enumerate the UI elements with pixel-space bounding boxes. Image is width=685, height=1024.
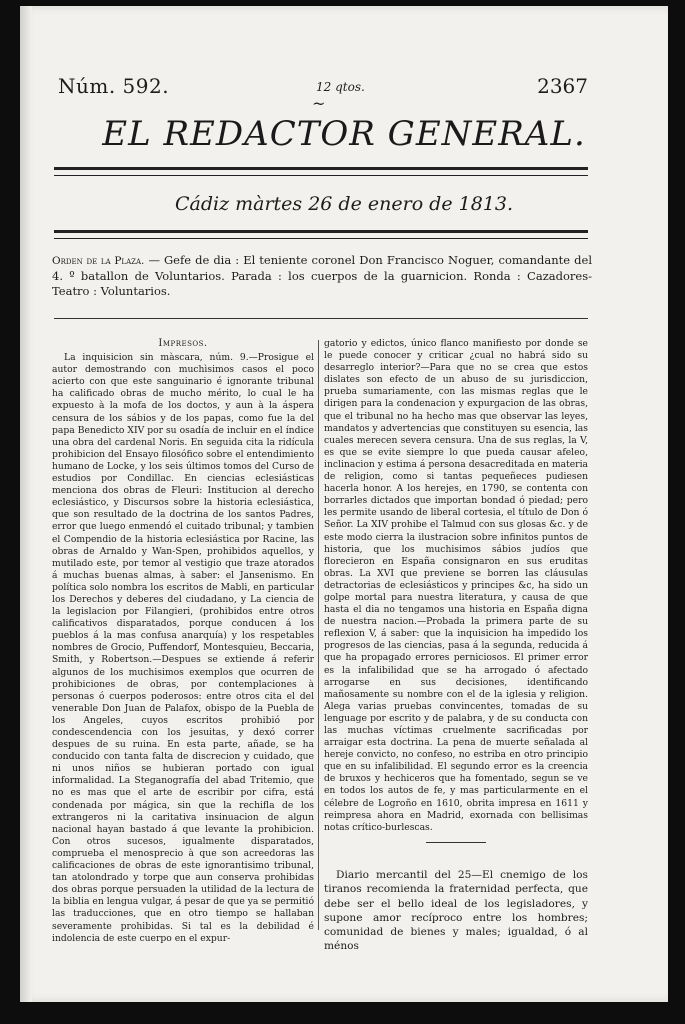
orden-text: — Gefe de dia : El teniente coronel Don Francisco Noguer, comandante del 4. º batallon de Voluntarios. Parada : los cuerpos de la guarnicion. Ronda : Cazadores- Teatro : Voluntarios. [52, 253, 592, 298]
dateline-rule [54, 230, 588, 239]
diario-mercantil-article [324, 868, 588, 954]
left-column [52, 338, 314, 945]
orden-label: Orden de la Plaza. [52, 255, 145, 267]
newspaper-page [20, 6, 668, 1002]
right-column-paragraph: gatorio y edictos, único flanco manifiesto por donde se le puede conocer y criticar ¿cual no habrá sido su desarreglo interior?—Para que no se crea que estos dislates son efecto de un abuso de su jurisdiccion, prueba sumariamente, con las mismas reglas que le dirigen para la condenacion y expurgacion de las obras, que el tribunal no ha hecho mas que observar las leyes, mandatos y advertencias que constituyen su esencia, las cuales merecen severa censura. Una de sus reglas, la V, es que se evite siempre lo que pueda causar afeleo, inclinacion y estima á persona desacreditada en materia de religion, como si tantas pequeñeces pudiesen hacerla honor. A los herejes, en 1790, se contenta con borrarles dictados que importan bondad ó piedad; pero les permite usando de liberal cortesia, el título de Don ó Señor. La XIV prohibe el Talmud con sus glosas &c. y de este modo cierra la ilustracion sobre infinitos puntos de historia, que los muchisimos sábios judíos que florecieron en España consignaron en sus eruditas obras. La XVI que previene se borren las cláusulas detractorias de eclesiásticos y principes &c, ha sido un golpe mortal para nuestra literatura, y causa de que hasta el dia no tengamos una historia en España digna de nuestra nacion.—Probada la primera parte de su reflexion V, á saber: que la inquisicion ha impedido los progresos de las ciencias, pasa á la segunda, reducida á que ha propagado errores perniciosos. El primer error es la infalibilidad que se ha arrogado ó afectado arrogarse en sus decisiones, identificando mañosamente su nombre con el de la iglesia y religion. Alega varias pruebas convincentes, tomadas de su lenguage por escrito y de palabra, y de su conducta con las muchas víctimas cruelmente sacrificadas por arraigar esta doctrina. La pena de muerte señalada al hereje convicto, no confeso, no estriba en otro principio que en su infalibilidad. El segundo error es la creencia de bruxos y hechiceros que ha fomentado, segun se ve en todos los autos de fe, y mas particularmente en el célebre de Logroño en 1610, obrita impresa en 1611 y reimpresa ahora en Madrid, exornada con bellisimas notas crítico-burlescas. [324, 338, 588, 833]
diario-paragraph: Diario mercantil del 25—El cnemigo de los tiranos recomienda la fraternidad perfecta, que debe ser el bello ideal de los legisladores, y supone amor recíproco entre los hombres; comunidad de bienes y males; igualdad, ó al ménos [324, 869, 588, 953]
price-ornament: ~ [312, 94, 326, 113]
orden-de-la-plaza [52, 253, 592, 299]
header-row [58, 74, 588, 113]
issue-price: 12 qtos. [316, 80, 365, 94]
section-title-impresos: Impresos. [158, 338, 208, 349]
section-rule [54, 318, 588, 319]
dateline: Cádiz màrtes 26 de enero de 1813. [174, 193, 514, 215]
masthead-title: EL REDACTOR GENERAL. [102, 114, 586, 154]
page-number: 2367 [537, 74, 588, 98]
page-spine-shadow [20, 6, 32, 1002]
right-column [324, 338, 588, 851]
masthead-rule [54, 167, 588, 176]
issue-number: Núm. 592. [58, 74, 170, 98]
left-column-paragraph: La inquisicion sin màscara, núm. 9.—Prosigue el autor demostrando con muchìsimos casos el poco acierto con que este sanguinario é ignorante tribunal ha calificado obras de mucho mérito, lo cual le ha expuesto à la mofa de los doctos, y aun à la áspera censura de los sábios y de los papas, como fue la del papa Benedicto XIV por su osadía de incluir en el índice una obra del cardenal Noris. En seguida cita la ridícula prohibicion del Ensayo filosófico sobre el entendimiento humano de Locke, y los seis últimos tomos del Curso de estudios por Condillac. En ciencias eclesiásticas menciona dos obras de Fleuri: Institucion al derecho eclesiástico, y Discursos sobre la historia eclesiástica, que son resultado de la doctrina de los santos Padres, error que luego enmendó el cuitado tribunal; y tambien el Compendio de la historia eclesiástica por Racine, las obras de Arnaldo y Wan-Spen, prohibidos aquellos, y mutilado este, por temor al vestigio que traze atorados á muchas buenas almas, à saber: el Jansenismo. En política solo nombra los escritos de Mabli, en particular los Derechos y deberes del ciudadano, y La ciencia de la legislacion por Filangieri, (prohibidos entre otros calificativos disparatados, porque conducen á los pueblos á la mas confusa anarquía) y los respetables nombres de Grocio, Puffendorf, Montesquieu, Beccaria, Smith, y Robertson.—Despues se extiende á referir algunos de los muchisimos exemplos que ocurren de prohibiciones de obras, por contemplaciones à personas ó cuerpos poderosos: entre otros cita el del venerable Don Juan de Palafox, obispo de la Puebla de los Angeles, cuyos escritos prohibió por condescendencia con los jesuitas, y dexó correr despues de su ruina. En esta parte, añade, se ha conducido con tanta falta de discrecion y cuidado, que ni unos niños se hubieran portado con igual informalidad. La Steganografía del abad Tritemio, que no es mas que el arte de escribir por cifra, está condenada por mágica, sin que la rechifla de los extrangeros ni la caritativa insinuacion de algun nacional hayan bastado á que levante la prohibicion. Con otros sucesos, igualmente disparatados, comprueba el menosprecio à que son acreedoras las calificaciones de obras de este ignorantisimo tribunal, tan atolondrado y torpe que aun conserva prohibidas dos obras porque persuaden la utilidad de la lectura de la biblia en lengua vulgar, á pesar de que ya se permitió las traducciones, que en otro tiempo se hallaban severamente prohibidas. Si tal es la debilidad é indolencia de este cuerpo en el expur- [52, 352, 314, 944]
article-separator [426, 842, 486, 843]
column-divider [318, 340, 319, 930]
